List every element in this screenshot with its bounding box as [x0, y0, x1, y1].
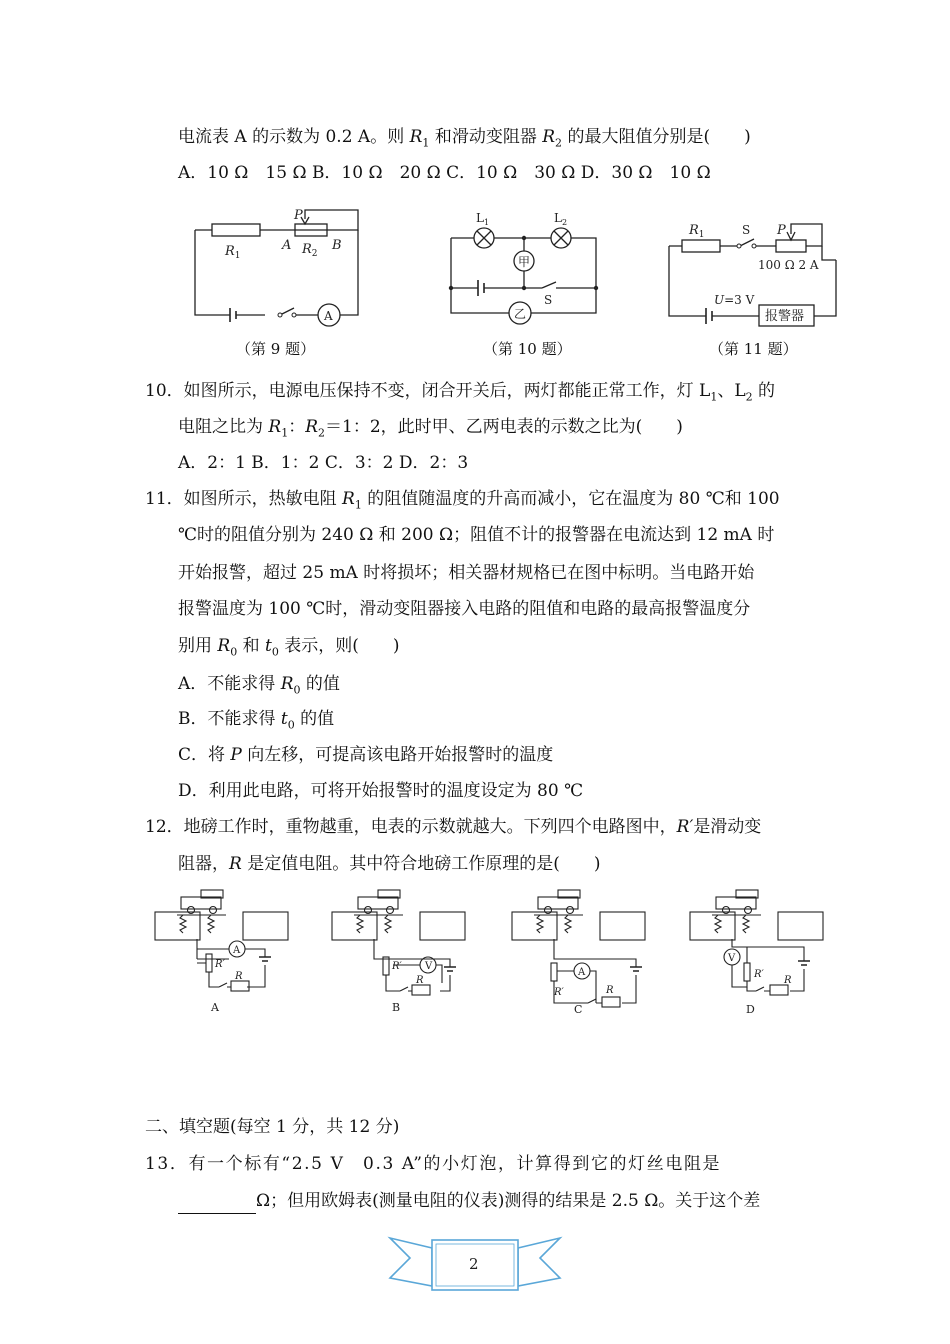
figure-11-circuit: [664, 208, 844, 328]
figure-11-caption: （第 11 题）: [709, 340, 798, 358]
fig10-jia-label: 甲: [518, 255, 531, 269]
q12-line2: 阻器，R 是定值电阻。其中符合地磅工作原理的是( ): [178, 854, 601, 874]
fig11-p-label: P: [777, 223, 786, 238]
q12-circuit-d: [688, 887, 828, 1017]
fig10-l2-label: $L_2$: [554, 211, 568, 227]
q12-circuit-c: [510, 887, 650, 1017]
fig10-yi-label: 乙: [514, 307, 527, 321]
section-2-title: 二、填空题(每空 1 分，共 12 分): [145, 1117, 400, 1137]
q9-stem: 电流表 A 的示数为 0.2 A。则 $R_1$ 和滑动变阻器 $R_2$ 的最大阻值分别是( ): [178, 127, 751, 150]
figure-9-circuit: [190, 205, 390, 335]
fig9-p-label: P: [294, 208, 303, 223]
fig9-ammeter-label: A: [324, 309, 333, 323]
q12c-rprime: R′: [554, 987, 564, 998]
q12c-meter: A: [578, 967, 586, 978]
q11-line2: ℃时的阻值分别为 240 Ω 和 200 Ω；阻值不计的报警器在电流达到 12 mA 时: [178, 525, 775, 545]
q11-line1: 11．如图所示，热敏电阻 $R_1$ 的阻值随温度的升高而减小，它在温度为 80 ℃和 100: [145, 489, 780, 512]
figure-10-circuit: [446, 208, 606, 328]
fig11-s-label: S: [742, 223, 751, 237]
fig10-s-label: S: [544, 293, 553, 307]
q11-line3: 开始报警，超过 25 mA 时将损坏；相关器材规格已在图中标明。当电路开始: [178, 563, 755, 583]
fig11-r1-label: $R_1$: [689, 223, 705, 240]
q10-line2: 电阻之比为 $R_1$：$R_2=1$：2，此时甲、乙两电表的示数之比为( ): [178, 417, 683, 440]
q12-circuit-a: [153, 887, 293, 1017]
page-number-ribbon: [380, 1230, 570, 1300]
figure-10-caption: （第 10 题）: [483, 340, 572, 358]
q12d-meter: V: [728, 953, 736, 964]
figure-9-caption: （第 9 题）: [236, 340, 316, 358]
q12d-rprime: R′: [754, 969, 764, 980]
q13-line1: 13．有一个标有“2.5 V 0.3 A”的小灯泡，计算得到它的灯丝电阻是: [145, 1154, 722, 1174]
fig9-r1-label: $R_1$: [225, 244, 241, 261]
q10-line1: 10．如图所示，电源电压保持不变，闭合开关后，两灯都能正常工作，灯 $L_1$、$L_2$ 的: [145, 381, 776, 404]
q11-line5: 别用 $R_0$ 和 $t_0$ 表示，则( ): [178, 636, 400, 659]
page-number: 2: [469, 1255, 479, 1273]
q12a-label: A: [211, 1001, 219, 1014]
q12-line1: 12．地磅工作时，重物越重，电表的示数就越大。下列四个电路图中，R′是滑动变: [145, 817, 762, 837]
q11-line4: 报警温度为 100 ℃时，滑动变阻器接入电路的阻值和电路的最高报警温度分: [178, 599, 751, 619]
q12a-r: R: [235, 971, 243, 982]
q11-option-c: C．将 P 向左移，可提高该电路开始报警时的温度: [178, 745, 554, 765]
q11-option-a: A．不能求得 $R_0$ 的值: [178, 674, 340, 697]
q12b-meter: V: [425, 961, 433, 972]
q12d-r: R: [784, 975, 792, 986]
q12d-label: D: [746, 1003, 755, 1016]
fig11-voltage-label: U=3 V: [714, 293, 755, 307]
fig9-b-label: B: [332, 238, 342, 253]
fig11-alarm-label: 报警器: [765, 309, 805, 324]
q12b-r: R: [416, 975, 424, 986]
fig9-r2-label: $R_2$: [302, 242, 318, 259]
fig11-rating-label: 100 Ω 2 A: [758, 258, 819, 272]
q12b-rprime: R′: [392, 961, 402, 972]
q13-line2: Ω；但用欧姆表(测量电阻的仪表)测得的结果是 2.5 Ω。关于这个差: [178, 1188, 760, 1214]
q9-options: A．10 Ω 15 Ω B．10 Ω 20 Ω C．10 Ω 30 Ω D．30 Ω 10 Ω: [178, 163, 711, 183]
fig9-a-label: A: [282, 238, 292, 253]
q10-options: A．2：1 B．1：2 C．3：2 D．2：3: [178, 453, 469, 473]
q12-circuit-b: [330, 887, 470, 1017]
q12c-r: R: [606, 985, 614, 996]
q11-option-b: B．不能求得 $t_0$ 的值: [178, 709, 335, 732]
q12a-rprime: R′: [215, 959, 225, 970]
q12a-meter: A: [233, 945, 241, 956]
q12b-label: B: [392, 1001, 401, 1014]
q13-answer-blank[interactable]: [178, 1195, 256, 1214]
fig10-l1-label: $L_1$: [476, 211, 490, 227]
q12c-label: C: [574, 1003, 583, 1016]
q11-option-d: D．利用此电路，可将开始报警时的温度设定为 80 ℃: [178, 781, 584, 801]
